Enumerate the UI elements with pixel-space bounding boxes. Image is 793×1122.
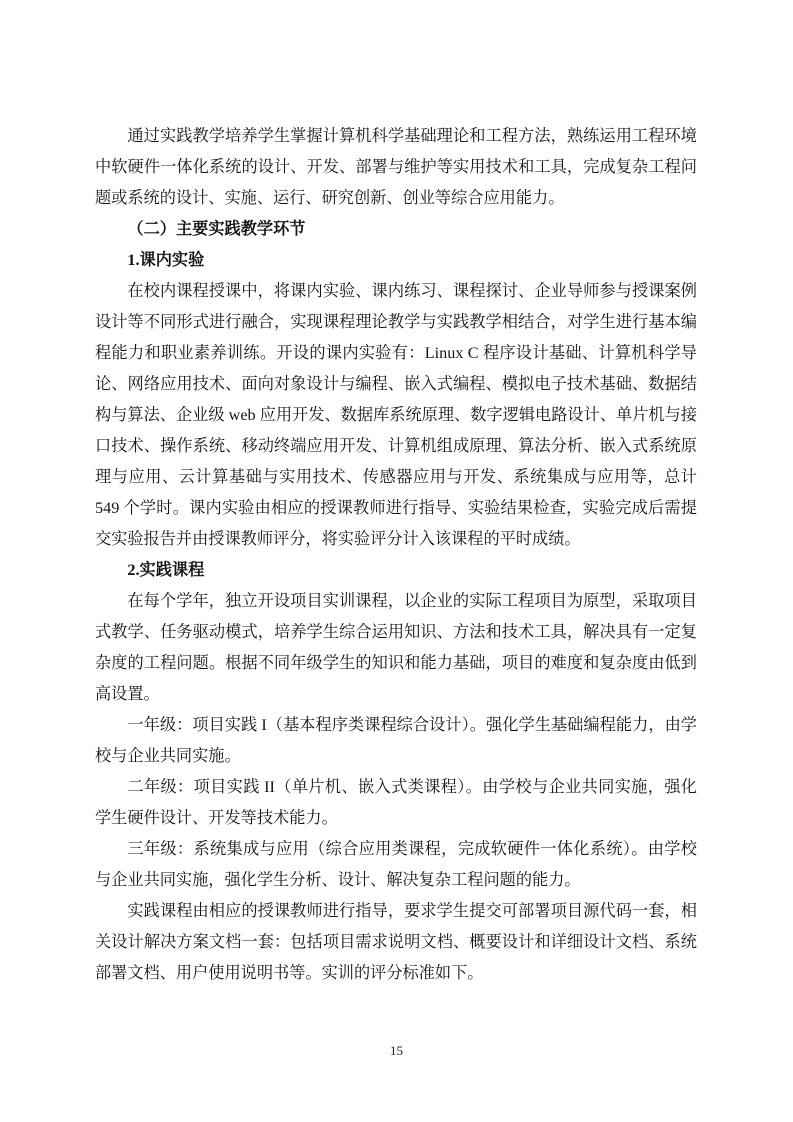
subheading-inclass-experiment: 1.课内实验 [127,251,205,269]
intro-paragraph: 通过实践教学培养学生掌握计算机科学基础理论和工程方法，熟练运用工程环境中软硬件一体化系统的设计、开发、部署与维护等实用技术和工具，完成复杂工程问题或系统的设计、实施、运行、研究创新、创业等综合应用能力。 [95,127,697,207]
year3-paragraph: 三年级：系统集成与应用（综合应用类课程，完成软硬件一体化系统）。由学校与企业共同实施，强化学生分析、设计、解决复杂工程问题的能力。 [95,840,697,889]
inclass-experiment-paragraph: 在校内课程授课中，将课内实验、课内练习、课程探讨、企业导师参与授课案例设计等不同形式进行融合，实现课程理论教学与实践教学相结合，对学生进行基本编程能力和职业素养训练。开设的课内实验有：Linux C 程序设计基础、计算机科学导论、网络应用技术、面向对象设计与编程、嵌入式编程、模拟电子技术基础、数据结构与算法、企业级 web 应用开发、数据库系统原理、数字逻辑电路设计、单片机与接口技术、操作系统、移动终端应用开发、计算机组成原理、算法分析、嵌入式系统原理与应用、云计算基础与实用技术、传感器应用与开发、系统集成与应用等，总计 549 个学时。课内实验由相应的授课教师进行指导、实验结果检查，实验完成后需提交实验报告并由授课教师评分，将实验评分计入该课程的平时成绩。 [95,282,697,548]
subheading-practice-course: 2.实践课程 [127,561,205,579]
year2-paragraph: 二年级：项目实践 II（单片机、嵌入式类课程）。由学校与企业共同实施，强化学生硬件设计、开发等技术能力。 [95,778,697,827]
assessment-paragraph: 实践课程由相应的授课教师进行指导，要求学生提交可部署项目源代码一套，相关设计解决方案文档一套：包括项目需求说明文档、概要设计和详细设计文档、系统部署文档、用户使用说明书等。实训的评分标准如下。 [95,902,697,982]
practice-course-paragraph: 在每个学年，独立开设项目实训课程，以企业的实际工程项目为原型，采取项目式教学、任务驱动模式，培养学生综合运用知识、方法和技术工具，解决具有一定复杂度的工程问题。根据不同年级学生的知识和能力基础，项目的难度和复杂度由低到高设置。 [95,592,697,703]
page-number: 15 [390,1043,403,1058]
year1-paragraph: 一年级：项目实践 I（基本程序类课程综合设计）。强化学生基础编程能力，由学校与企业共同实施。 [95,716,697,765]
section-heading: （二）主要实践教学环节 [127,220,306,238]
document-body [95,121,697,989]
